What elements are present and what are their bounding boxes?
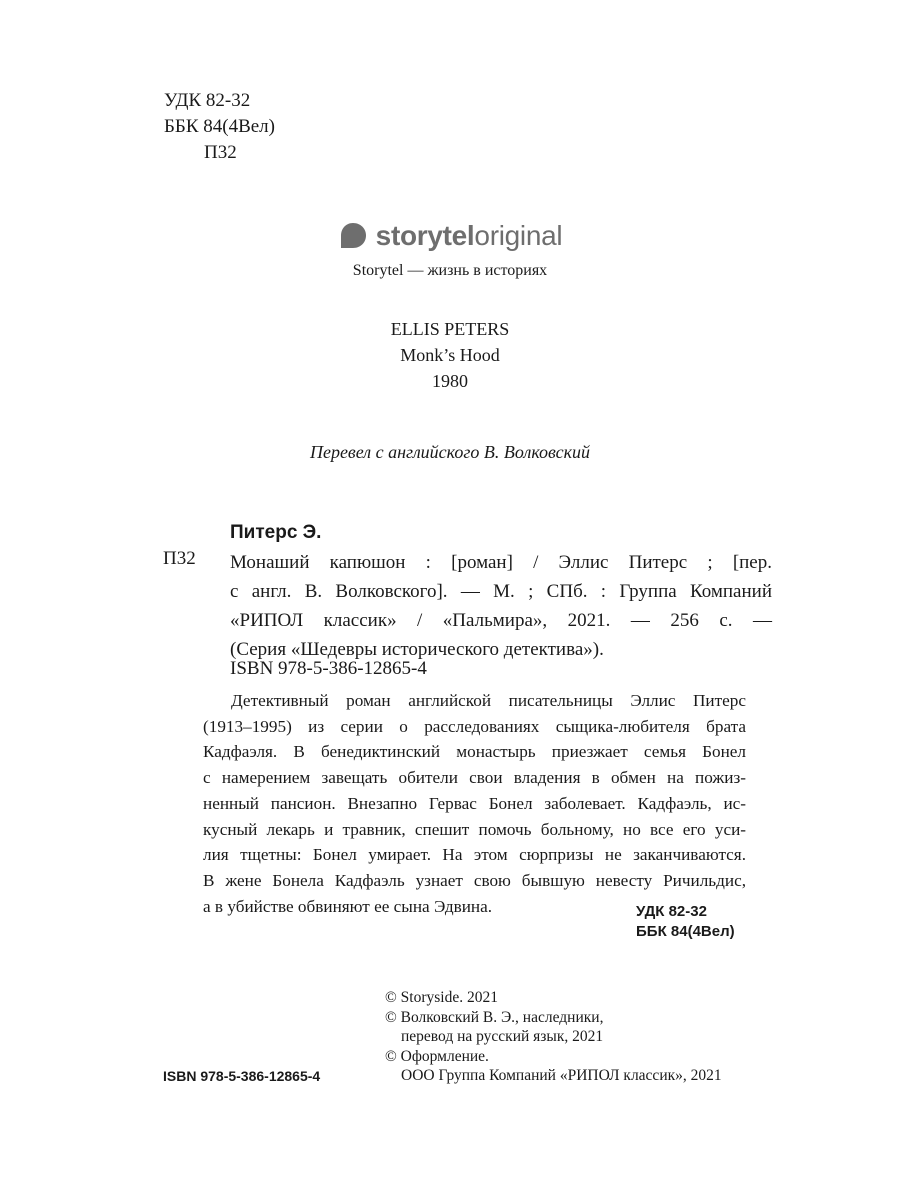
original-author: ELLIS PETERS xyxy=(390,319,510,339)
bibliographic-author: Питерс Э. xyxy=(230,522,322,543)
copyright-block xyxy=(385,988,722,1086)
udk-block-top xyxy=(164,88,275,166)
bib-line: «РИПОЛ классик» / «Пальмира», 2021. — 256 с. — xyxy=(230,610,772,631)
copyright-line: перевод на русский язык, 2021 xyxy=(401,1028,604,1045)
bbk-index-bottom: ББК 84(4Вел) xyxy=(636,923,735,940)
copyright-line: ООО Группа Компаний «РИПОЛ классик», 2021 xyxy=(401,1067,722,1084)
speech-bubble-icon xyxy=(338,221,368,251)
copyright-line: © Волковский В. Э., наследники, xyxy=(385,1008,604,1026)
original-title: Monk’s Hood xyxy=(400,345,500,365)
original-edition xyxy=(0,316,900,394)
tagline: Storytel — жизнь в историях xyxy=(352,262,548,279)
udk-block-bottom xyxy=(636,902,735,942)
isbn-bottom: ISBN 978-5-386-12865-4 xyxy=(163,1068,321,1084)
annotation-line: (1913–1995) из серии о расследованиях сыщика-любителя брата xyxy=(203,716,746,736)
bbk-index: ББК 84(4Вел) xyxy=(164,116,275,137)
isbn-record: ISBN 978-5-386-12865-4 xyxy=(230,658,427,679)
annotation-line: лия тщетны: Бонел умирает. На этом сюрпризы не заканчиваются. xyxy=(203,845,746,865)
copyright-line: © Storyside. 2021 xyxy=(385,989,498,1006)
annotation-line: Кадфаэля. В бенедиктинский монастырь приезжает семья Бонел xyxy=(203,742,746,762)
annotation-line: кусный лекарь и травник, спешит помочь больному, но все его уси- xyxy=(203,819,746,839)
storytel-logo xyxy=(0,220,900,255)
annotation-line: Детективный роман английской писательницы Эллис Питерс xyxy=(231,691,746,710)
udk-index: УДК 82-32 xyxy=(164,90,251,111)
bib-line: Монаший капюшон : [роман] / Эллис Питерс ; [пер. xyxy=(230,552,772,573)
bibliographic-cutter: П32 xyxy=(163,548,196,569)
translator-credit: Перевел с английского В. Волковский xyxy=(309,442,591,462)
annotation-line: а в убийстве обвиняют ее сына Эдвина. xyxy=(203,896,493,916)
annotation-line: ненный пансион. Внезапно Гервас Бонел заболевает. Кадфаэль, ис- xyxy=(203,793,746,813)
copyright-line: © Оформление. xyxy=(385,1047,489,1065)
logo-wordmark: storyteloriginal xyxy=(375,220,563,251)
annotation-line: В жене Бонела Кадфаэль узнает свою бывшую невесту Ричильдис, xyxy=(203,870,746,890)
annotation-line: с намерением завещать обители свои владения в обмен на пожиз- xyxy=(203,768,746,788)
original-year: 1980 xyxy=(432,371,468,391)
author-cutter: П32 xyxy=(204,142,237,163)
udk-index-bottom: УДК 82-32 xyxy=(636,903,707,920)
bibliographic-record xyxy=(230,548,772,664)
bib-line: с англ. В. Волковского]. — М. ; СПб. : Группа Компаний xyxy=(230,581,772,602)
annotation xyxy=(203,688,746,919)
bib-line: (Серия «Шедевры исторического детектива»). xyxy=(230,639,604,660)
